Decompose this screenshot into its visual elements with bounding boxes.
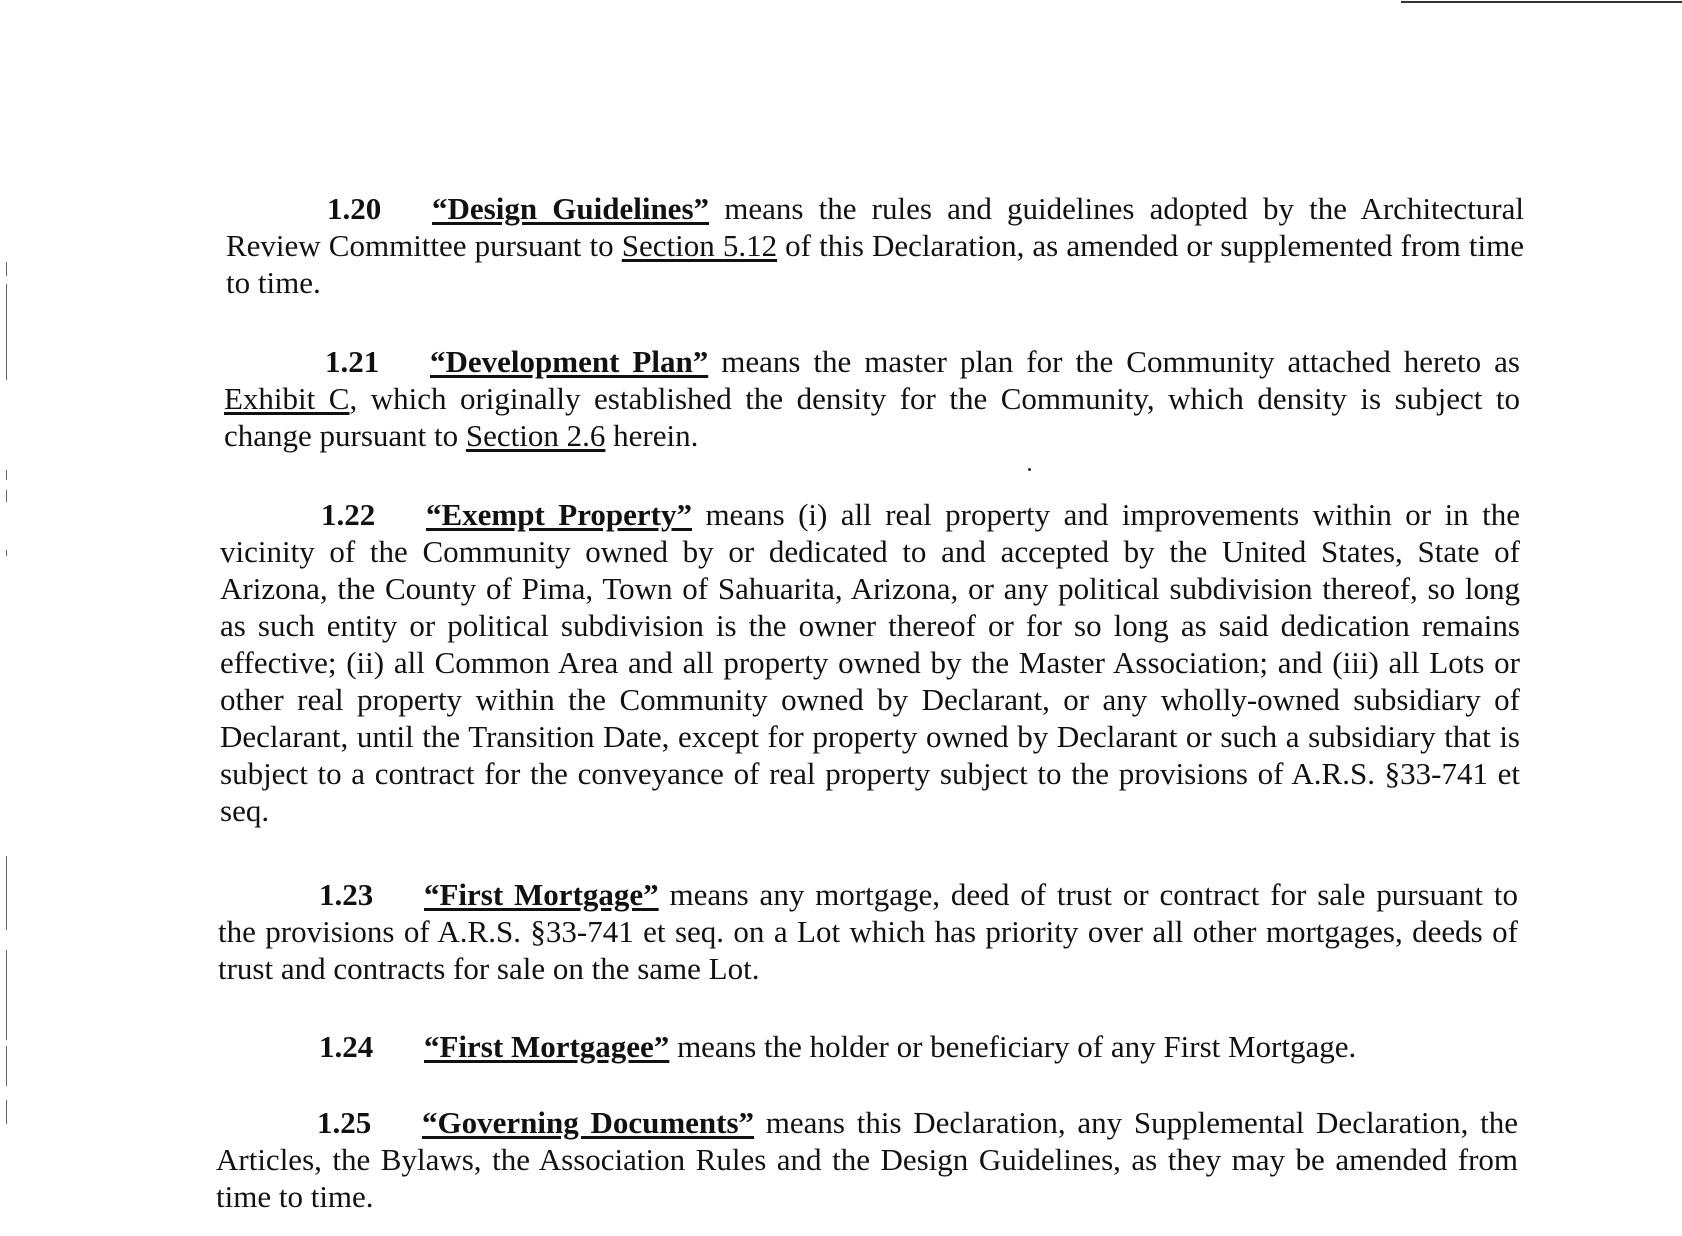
definition-text: means the holder or beneficiary of any First Mortgage. <box>669 1029 1357 1064</box>
section-reference: Section 5.12 <box>621 228 778 263</box>
margin-mark <box>6 856 7 930</box>
defined-term: “Exempt Property” <box>426 497 692 532</box>
section-1-23 <box>218 876 1518 987</box>
section-reference: Section 2.6 <box>465 418 606 453</box>
defined-term: “First Mortgage” <box>424 877 659 912</box>
margin-mark <box>6 1100 7 1124</box>
margin-mark <box>6 470 7 480</box>
section-number: 1.20 <box>327 191 382 226</box>
section-number: 1.24 <box>319 1029 374 1064</box>
section-number: 1.21 <box>325 344 380 379</box>
section-1-25 <box>216 1104 1518 1215</box>
stray-mark <box>1028 468 1031 471</box>
section-1-24 <box>218 1028 1518 1065</box>
section-1-20 <box>226 190 1524 301</box>
definition-text: means (i) all real property and improvements within or in the vicinity of the Community owned by or dedicated to and accepted by the United States, State of Arizona, the County of Pima, Town of Sahuarita, Arizona, or any political subdivision thereof, so long as such entity or political subdivision is the owner thereof or for so long as said dedication remains effective; (ii) all Common Area and all property owned by the Master Association; and (iii) all Lots or other real property within the Community owned by Declarant, or any wholly-owned subsidiary of Declarant, until the Transition Date, except for property owned by Declarant or such a subsidiary that is subject to a contract for the conveyance of real property subject to the provisions of A.R.S. §33-741 et seq. <box>220 497 1521 828</box>
defined-term: “Development Plan” <box>430 344 709 379</box>
definition-text: herein. <box>605 418 699 453</box>
definition-text: means any mortgage, deed of trust or contract for sale pursuant to the provisions of A.R.S. §33-741 et seq. on a Lot which has priority over all other mortgages, deeds of trust and contracts for sale on the same Lot. <box>218 877 1519 986</box>
top-edge-rule <box>1401 1 1682 3</box>
margin-mark <box>6 550 7 556</box>
definition-text: means this Declaration, any Supplemental Declaration, the Articles, the Bylaws, the Association Rules and the Design Guidelines, as they may be amended from time to time. <box>216 1105 1518 1214</box>
margin-mark <box>6 1046 7 1086</box>
section-1-22 <box>220 496 1520 829</box>
margin-mark <box>6 490 7 502</box>
section-number: 1.25 <box>317 1105 372 1140</box>
margin-mark <box>6 950 7 1040</box>
section-number: 1.23 <box>319 877 374 912</box>
definition-text: of this Declaration, as amended or supplemented from time to time. <box>226 228 1524 300</box>
definition-text: , which originally established the density for the Community, which density is subject to change pursuant to <box>224 381 1521 453</box>
defined-term: “First Mortgagee” <box>424 1029 670 1064</box>
defined-term: “Governing Documents” <box>422 1105 755 1140</box>
section-1-21 <box>224 343 1520 454</box>
section-number: 1.22 <box>321 497 376 532</box>
definition-text: means the master plan for the Community attached hereto as <box>708 344 1520 379</box>
defined-term: “Design Guidelines” <box>432 191 710 226</box>
margin-mark <box>6 262 7 276</box>
definition-text: means the rules and guidelines adopted by the Architectural Review Committee pursuant to <box>226 191 1524 263</box>
exhibit-reference: Exhibit C <box>224 381 350 416</box>
margin-mark <box>6 284 7 380</box>
